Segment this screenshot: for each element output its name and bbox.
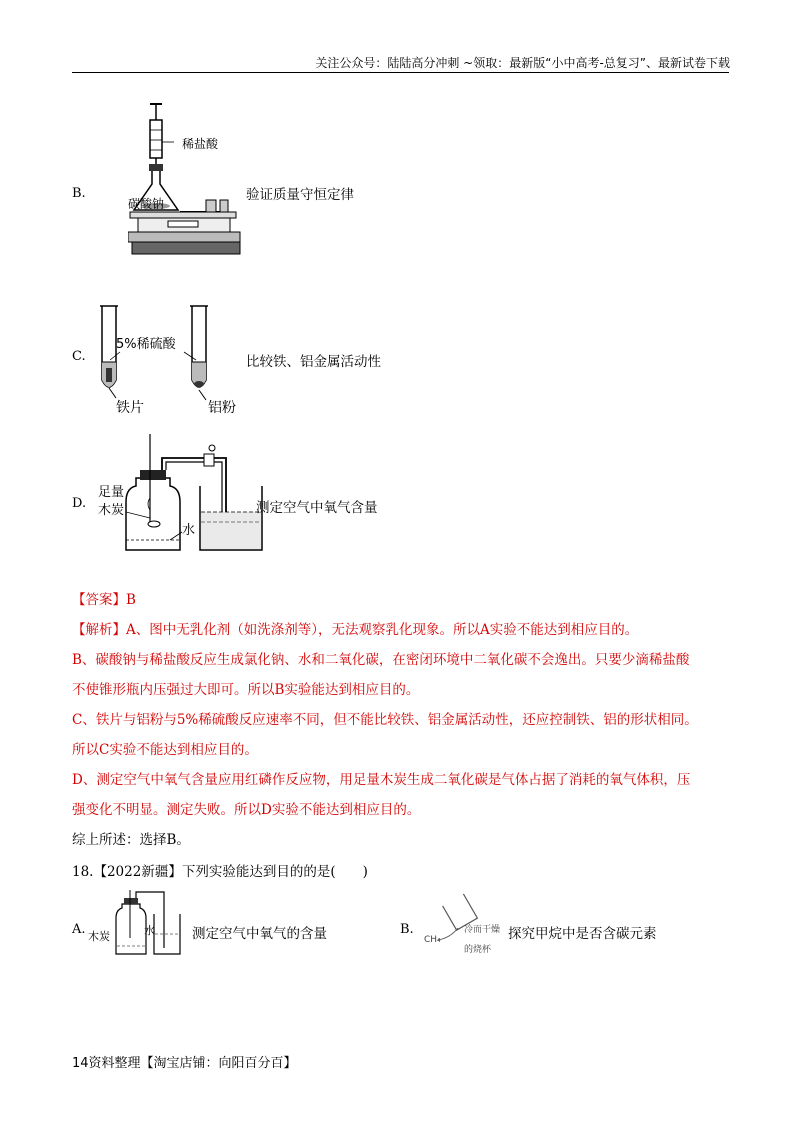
option-c-diagram: [96, 302, 246, 416]
answer: [72, 588, 136, 608]
label-q18-water: 水: [144, 924, 155, 937]
analysis-line-d1: D、测定空气中氧气含量应用红磷作反应物，用足量木炭生成二氧化碳是气体占据了消耗的氧气体积，压: [72, 772, 691, 788]
label-aluminum-powder: 铝粉: [208, 400, 236, 416]
answer-value: B: [126, 592, 136, 608]
q18-option-b-diagram: [420, 892, 510, 960]
option-b-diagram: [128, 100, 248, 262]
label-dilute-hcl: 稀盐酸: [182, 137, 219, 151]
option-d-letter: D.: [72, 496, 87, 511]
label-beaker: 的烧杯: [464, 945, 492, 955]
q18-option-a-description: 测定空气中氧气的含量: [192, 926, 327, 942]
option-d-description: 测定空气中氧气含量: [256, 500, 378, 516]
label-enough: 足量: [98, 485, 125, 500]
option-b-letter: B.: [72, 186, 86, 201]
q18-option-b-description: 探究甲烷中是否含碳元素: [508, 926, 657, 942]
analysis-line-b1: B、碳酸钠与稀盐酸反应生成氯化钠、水和二氧化碳，在密闭环境中二氧化碳不会逸出。只要少滴稀盐酸: [72, 652, 690, 668]
option-c-letter: C.: [72, 349, 86, 364]
analysis-line-a: [72, 618, 638, 638]
label-sodium-carbonate: 碳酸钠: [128, 197, 165, 211]
page-number: 14: [72, 1056, 89, 1071]
label-sulfuric-acid: 5%稀硫酸: [116, 337, 176, 352]
label-q18-charcoal: 木炭: [88, 930, 110, 943]
footer-text: 资料整理【淘宝店铺：向阳百分百】: [88, 1056, 297, 1071]
question-18-text: 18.【2022新疆】下列实验能达到目的的是( ): [72, 864, 368, 880]
q18-option-a-letter: A.: [72, 922, 86, 937]
option-c-description: 比较铁、铝金属活动性: [246, 354, 381, 370]
q18-option-b-letter: B.: [400, 922, 414, 937]
label-water: 水: [182, 523, 196, 538]
label-cold-dry: 冷而干燥: [464, 925, 501, 935]
analysis-line-d2: 强变化不明显。测定失败。所以D实验不能达到相应目的。: [72, 802, 421, 818]
analysis-line-c1: C、铁片与铝粉与5%稀硫酸反应速率不同，但不能比较铁、铝金属活动性，还应控制铁、铝的形状相同。: [72, 712, 698, 728]
option-d-diagram: [96, 428, 266, 558]
page-header: 关注公众号：陆陆高分冲刺 ~领取：最新版“小中高考-总复习”、最新试卷下载: [315, 56, 730, 70]
analysis-line-c2: 所以C实验不能达到相应目的。: [72, 742, 258, 758]
label-charcoal: 木炭: [98, 503, 125, 518]
analysis-conclusion: 综上所述：选择B。: [72, 832, 190, 848]
answer-prefix: 【答案】: [72, 592, 126, 608]
label-ch4: CH₄: [424, 935, 441, 945]
analysis-prefix: 【解析】: [72, 622, 126, 638]
analysis-line-b2: 不使锥形瓶内压强过大即可。所以B实验能达到相应目的。: [72, 682, 420, 698]
q18-option-a-diagram: [86, 888, 182, 958]
analysis-a-text: A、图中无乳化剂（如洗涤剂等），无法观察乳化现象。所以A实验不能达到相应目的。: [126, 622, 639, 638]
header-divider: [72, 72, 729, 73]
label-iron-sheet: 铁片: [116, 400, 144, 416]
page-footer: [72, 1052, 297, 1071]
option-b-description: 验证质量守恒定律: [246, 187, 354, 203]
